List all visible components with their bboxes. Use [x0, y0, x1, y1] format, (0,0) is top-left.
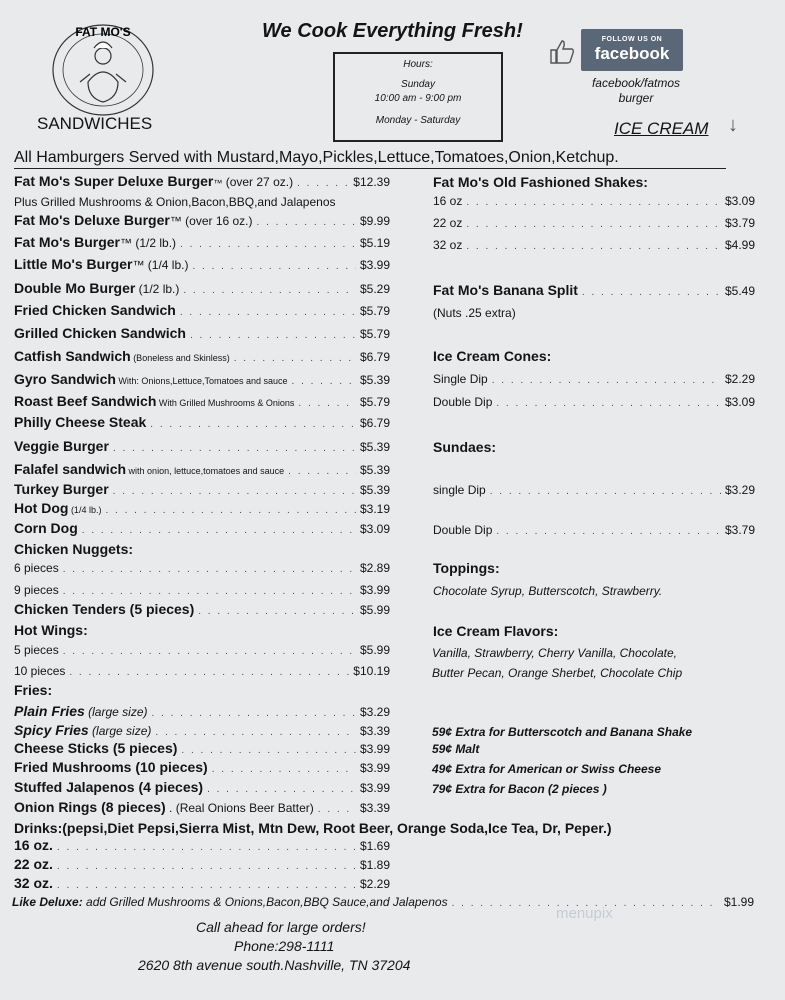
item-price: $1.89 — [359, 858, 390, 872]
item-name: 6 pieces — [14, 561, 59, 575]
like-deluxe — [12, 895, 754, 909]
item-price: $5.19 — [359, 236, 390, 250]
section-title: Fat Mo's Old Fashioned Shakes: — [433, 174, 648, 190]
watermark: menupix — [556, 905, 613, 922]
menu-item — [14, 601, 390, 617]
leader-dots — [152, 708, 356, 719]
leader-dots — [183, 285, 356, 296]
arrow-down-icon: ↓ — [728, 114, 738, 136]
leader-dots — [63, 564, 356, 575]
menu-item — [14, 561, 390, 575]
item-price: $3.99 — [359, 781, 390, 795]
extra-note: 59¢ Malt — [432, 742, 480, 756]
item-name: Little Mo's Burger™ (1/4 lb.) — [14, 256, 189, 272]
leader-dots — [466, 219, 721, 230]
leader-dots — [198, 606, 356, 617]
item-price: $5.49 — [724, 284, 755, 298]
item-price: $4.99 — [724, 238, 755, 252]
extra-note: 59¢ Extra for Butterscotch and Banana Shake — [432, 725, 693, 739]
item-name: 22 oz — [433, 216, 463, 230]
leader-dots — [496, 526, 721, 537]
menu-item — [14, 371, 390, 387]
item-price: $1.99 — [723, 895, 754, 909]
item-name: 16 oz — [433, 194, 463, 208]
item-price: $3.79 — [724, 523, 755, 537]
item-price: $1.69 — [359, 839, 390, 853]
hours-box — [333, 52, 503, 142]
menu-item — [14, 837, 390, 853]
thumbs-up-icon — [548, 38, 576, 66]
leader-dots — [190, 330, 356, 341]
item-name: Double Dip — [433, 523, 493, 537]
menu-item — [14, 500, 390, 516]
hours-weekday: Monday - Saturday — [375, 115, 461, 126]
hamburger-banner: All Hamburgers Served with Mustard,Mayo,Pickles,Lettuce,Tomatoes,Onion,Ketchup. — [14, 149, 726, 169]
menu-item — [14, 256, 390, 272]
menu-item — [433, 238, 755, 252]
facebook-badge[interactable] — [581, 29, 683, 71]
item-price: $3.99 — [359, 761, 390, 775]
leader-dots — [492, 375, 721, 386]
item-name: Falafel sandwich with onion, lettuce,tomatoes and sauce — [14, 461, 285, 477]
item-price: $5.39 — [359, 483, 390, 497]
item-price: $3.99 — [359, 583, 390, 597]
menu-item — [433, 282, 755, 298]
item-price: $5.39 — [359, 463, 390, 477]
footer-address: 2620 8th avenue south.Nashville, TN 37204 — [138, 957, 411, 973]
item-price: $3.29 — [359, 705, 390, 719]
item-price: $6.79 — [359, 350, 390, 364]
section-title: Toppings: — [433, 560, 500, 576]
menu-item — [14, 481, 390, 497]
item-name: Fried Mushrooms (10 pieces) — [14, 759, 208, 775]
item-name: Double Dip — [433, 395, 493, 409]
menu-item — [14, 583, 390, 597]
item-note: Plus Grilled Mushrooms & Onion,Bacon,BBQ,and Jalapenos — [14, 195, 336, 209]
item-price: $5.99 — [359, 603, 390, 617]
tagline: We Cook Everything Fresh! — [262, 20, 523, 42]
item-price: $3.09 — [724, 194, 755, 208]
leader-dots — [155, 727, 356, 738]
item-price: $9.99 — [359, 214, 390, 228]
item-price: $3.79 — [724, 216, 755, 230]
menu-item — [14, 875, 390, 891]
menu-item — [14, 348, 390, 364]
leader-dots — [57, 861, 356, 872]
item-price: $3.19 — [359, 502, 390, 516]
leader-dots — [57, 880, 356, 891]
item-price: $5.79 — [359, 327, 390, 341]
hours-title: Hours: — [403, 59, 433, 70]
leader-dots — [180, 239, 356, 250]
item-price: $3.39 — [359, 801, 390, 815]
leader-dots — [466, 197, 721, 208]
item-price: $5.79 — [359, 395, 390, 409]
item-price: $2.29 — [359, 877, 390, 891]
menu-item — [14, 461, 390, 477]
item-name: Fat Mo's Banana Split — [433, 282, 578, 298]
leader-dots — [318, 804, 356, 815]
flavors-line: Butter Pecan, Orange Sherbet, Chocolate Chip — [432, 666, 683, 680]
item-name: Single Dip — [433, 372, 488, 386]
facebook-handle-line2: burger — [618, 91, 654, 105]
leader-dots — [105, 505, 356, 516]
item-price: $5.79 — [359, 304, 390, 318]
leader-dots — [63, 586, 356, 597]
facebook-handle-line1: facebook/fatmos — [591, 76, 681, 90]
item-name: Hot Dog (1/4 lb.) — [14, 500, 102, 516]
item-price: $12.39 — [353, 175, 390, 189]
hours-sunday-time: 10:00 am - 9:00 pm — [374, 93, 462, 104]
menu-item — [14, 520, 390, 536]
flavors-line: Vanilla, Strawberry, Cherry Vanilla, Chocolate, — [432, 646, 677, 660]
item-name: 22 oz. — [14, 856, 53, 872]
item-price: $3.09 — [724, 395, 755, 409]
item-name: 32 oz — [433, 238, 463, 252]
leader-dots — [113, 486, 356, 497]
item-name: 32 oz. — [14, 875, 53, 891]
leader-dots — [113, 443, 356, 454]
svg-text:FAT MO'S: FAT MO'S — [75, 25, 131, 39]
item-name: Cheese Sticks (5 pieces) — [14, 740, 178, 756]
menu-item — [433, 483, 755, 497]
menu-item — [14, 234, 390, 250]
item-name: 16 oz. — [14, 837, 53, 853]
menu-item — [14, 438, 390, 454]
item-name: Corn Dog — [14, 520, 78, 536]
item-name: Turkey Burger — [14, 481, 109, 497]
menu-item — [14, 393, 390, 409]
leader-dots — [496, 398, 721, 409]
item-price: $3.99 — [359, 742, 390, 756]
item-name: 5 pieces — [14, 643, 59, 657]
item-name: Chicken Tenders (5 pieces) — [14, 601, 195, 617]
leader-dots — [292, 376, 356, 387]
leader-dots — [192, 261, 356, 272]
item-price: $2.29 — [724, 372, 755, 386]
hours-sunday: Sunday — [401, 79, 435, 90]
menu-item — [14, 856, 390, 872]
fat-mos-logo — [50, 22, 156, 118]
item-price: $6.79 — [359, 416, 390, 430]
item-name: single Dip — [433, 483, 486, 497]
ice-cream-header: ICE CREAM — [614, 119, 709, 138]
facebook-brand: facebook — [594, 44, 670, 63]
section-title: Fries: — [14, 682, 53, 698]
footer-call-ahead: Call ahead for large orders! — [196, 919, 366, 935]
item-name: Fat Mo's Burger™ (1/2 lb.) — [14, 234, 177, 250]
menu-item — [433, 194, 755, 208]
item-name: Plain Fries (large size) — [14, 703, 148, 719]
footer-phone: Phone:298-1111 — [234, 938, 335, 954]
drinks-title: Drinks:(pepsi,Diet Pepsi,Sierra Mist, Mtn Dew, Root Beer, Orange Soda,Ice Tea, Dr, Peper.) — [14, 820, 612, 836]
leader-dots — [63, 646, 356, 657]
leader-dots — [57, 842, 356, 853]
section-title: Sundaes: — [433, 439, 497, 455]
menu-item — [14, 740, 390, 756]
menu-item — [14, 643, 390, 657]
menu-item — [14, 779, 390, 795]
item-name: Double Mo Burger (1/2 lb.) — [14, 280, 180, 296]
menu-item — [433, 372, 755, 386]
leader-dots — [234, 353, 356, 364]
menu-item — [14, 799, 390, 815]
item-name: Like Deluxe: add Grilled Mushrooms & Onions,Bacon,BBQ Sauce,and Jalapenos — [12, 895, 448, 909]
item-name: Catfish Sandwich (Boneless and Skinless) — [14, 348, 230, 364]
item-price: $5.99 — [359, 643, 390, 657]
leader-dots — [490, 486, 721, 497]
leader-dots — [82, 525, 356, 536]
menu-item — [14, 414, 390, 430]
leader-dots — [69, 667, 349, 678]
toppings-list: Chocolate Syrup, Butterscotch, Strawberry. — [433, 584, 663, 598]
item-note: (Nuts .25 extra) — [433, 306, 516, 320]
section-title: Hot Wings: — [14, 622, 88, 638]
menu-item — [14, 302, 390, 318]
item-name: Philly Cheese Steak — [14, 414, 147, 430]
menu-item — [14, 722, 390, 738]
extra-note: 79¢ Extra for Bacon (2 pieces ) — [432, 782, 607, 796]
facebook-follow: FOLLOW US ON — [601, 36, 663, 43]
item-price: $3.39 — [359, 724, 390, 738]
item-price: $3.29 — [724, 483, 755, 497]
facebook-handle — [586, 76, 686, 106]
leader-dots — [181, 745, 356, 756]
item-name: Stuffed Jalapenos (4 pieces) — [14, 779, 204, 795]
leader-dots — [180, 307, 356, 318]
item-name: Fat Mo's Super Deluxe Burger™ (over 27 oz.) — [14, 173, 294, 189]
leader-dots — [212, 764, 356, 775]
menu-item — [14, 173, 390, 189]
leader-dots — [150, 419, 356, 430]
menu-item — [433, 523, 755, 537]
section-title: Chicken Nuggets: — [14, 541, 134, 557]
menu-item — [14, 280, 390, 296]
item-name: Fat Mo's Deluxe Burger™ (over 16 oz.) — [14, 212, 253, 228]
item-name: Veggie Burger — [14, 438, 109, 454]
item-name: Roast Beef Sandwich With Grilled Mushrooms & Onions — [14, 393, 295, 409]
leader-dots — [207, 784, 356, 795]
item-name: Spicy Fries (large size) — [14, 722, 152, 738]
logo-subtitle: SANDWICHES — [37, 114, 153, 133]
item-price: $2.89 — [359, 561, 390, 575]
item-name: 10 pieces — [14, 664, 66, 678]
menu-item — [433, 395, 755, 409]
leader-dots — [582, 287, 721, 298]
item-price: $10.19 — [353, 664, 390, 678]
item-name: 9 pieces — [14, 583, 59, 597]
menu-item — [14, 325, 390, 341]
extra-note: 49¢ Extra for American or Swiss Cheese — [432, 762, 661, 776]
menu-item — [433, 216, 755, 230]
item-price: $3.99 — [359, 258, 390, 272]
leader-dots — [297, 178, 349, 189]
section-title: Ice Cream Flavors: — [433, 623, 559, 639]
item-name: Grilled Chicken Sandwich — [14, 325, 186, 341]
menu-item — [14, 212, 390, 228]
item-name: Fried Chicken Sandwich — [14, 302, 176, 318]
item-price: $5.39 — [359, 373, 390, 387]
menu-item — [14, 759, 390, 775]
item-price: $3.09 — [359, 522, 390, 536]
menu-item — [14, 703, 390, 719]
leader-dots — [257, 217, 356, 228]
item-price: $5.29 — [359, 282, 390, 296]
item-name: Onion Rings (8 pieces) . (Real Onions Beer Batter) — [14, 799, 314, 815]
leader-dots — [298, 398, 356, 409]
leader-dots — [288, 466, 356, 477]
item-name: Gyro Sandwich With: Onions,Lettuce,Tomatoes and sauce — [14, 371, 288, 387]
item-price: $5.39 — [359, 440, 390, 454]
menu-item — [14, 664, 390, 678]
section-title: Ice Cream Cones: — [433, 348, 552, 364]
leader-dots — [466, 241, 721, 252]
